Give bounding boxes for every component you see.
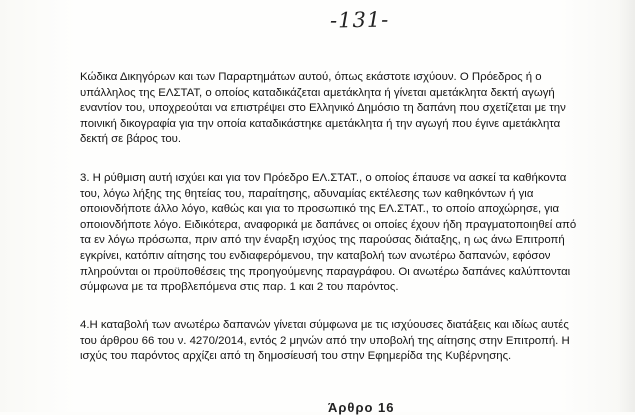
next-article-heading: Άρθρο 16 [328,400,395,415]
paragraph-line: Κώδικα Δικηγόρων και των Παραρτημάτων αυτού, όπως εκάστοτε ισχύουν. Ο Πρόεδρος ή ο [80,71,542,83]
paragraph-line: πληρούνται οι προϋποθέσεις της προηγούμενης παραγράφου. Οι ανωτέρω δαπάνες καλύπτονται [80,265,571,278]
page-number: -131- [329,7,390,33]
page-edge-shadow [617,0,635,412]
paragraph-line: εγκρίνει, κατόπιν αίτησης του ενδιαφερόμενου, την καταβολή των ανωτέρω δαπανών, εφόσον [80,249,551,262]
paragraph-line: ισχύς του παρόντος αρχίζει από τη δημοσίευσή του στην Εφημερίδα της Κυβέρνησης. [80,350,512,363]
paragraph-4 [80,318,610,365]
paragraph-line: δεκτή σε βάρος του. [80,133,182,146]
paragraph-line: 4.Η καταβολή των ανωτέρω δαπανών γίνεται σύμφωνα με τις ισχύουσες διατάξεις και ιδίως αυτές [80,319,569,331]
paragraph-line: τα εν λόγω πρόσωπα, πριν από την έναρξη ισχύος της παρούσας διάταξης, η ως άνω Επιτροπή [80,234,565,247]
paragraph-3 [80,171,610,296]
paragraph-line: 3. Η ρύθμιση αυτή ισχύει και για τον Πρόεδρο ΕΛ.ΣΤΑΤ., ο οποίος έπαυσε να ασκεί τα καθήκοντα [80,172,567,184]
paragraph-line: υπάλληλος της ΕΛΣΤΑΤ, ο οποίος καταδικάζεται αμετάκλητα ή γίνεται αμετάκλητα δεκτή αγωγή [80,86,555,99]
paragraph-line: οποιονδήποτε λόγο. Ειδικότερα, αναφορικά με δαπάνες οι οποίες έχουν ήδη πραγματοποιηθεί από [80,218,577,231]
paragraph-line: σύμφωνα με τα προβλεπόμενα στις παρ. 1 και 2 του παρόντος. [80,281,399,294]
paragraph-line: του, λόγω λήξης της θητείας του, παραίτησης, αδυναμίας εκτέλεσης των καθηκόντων ή για [80,187,534,200]
paragraph-line: οποιονδήποτε άλλο λόγο, καθώς και για το προσωπικό της ΕΛ.ΣΤΑΤ., το οποίο αποχώρησε, για [80,203,560,216]
paragraph-line: του άρθρου 66 του ν. 4270/2014, εντός 2 μηνών από την υποβολή της αίτησης στην Επιτροπή. Η [80,334,570,347]
paragraph-line: εναντίον του, υποχρεούται να επιστρέψει στο Ελληνικό Δημόσιο τη δαπάνη που σχετίζεται με την [80,102,566,115]
paragraph-continuation [80,70,610,148]
paragraph-line: ποινική δικογραφία για την οποία καταδικάστηκε αμετάκλητα ή την αγωγή που έγινε αμετάκλητα [80,117,561,130]
